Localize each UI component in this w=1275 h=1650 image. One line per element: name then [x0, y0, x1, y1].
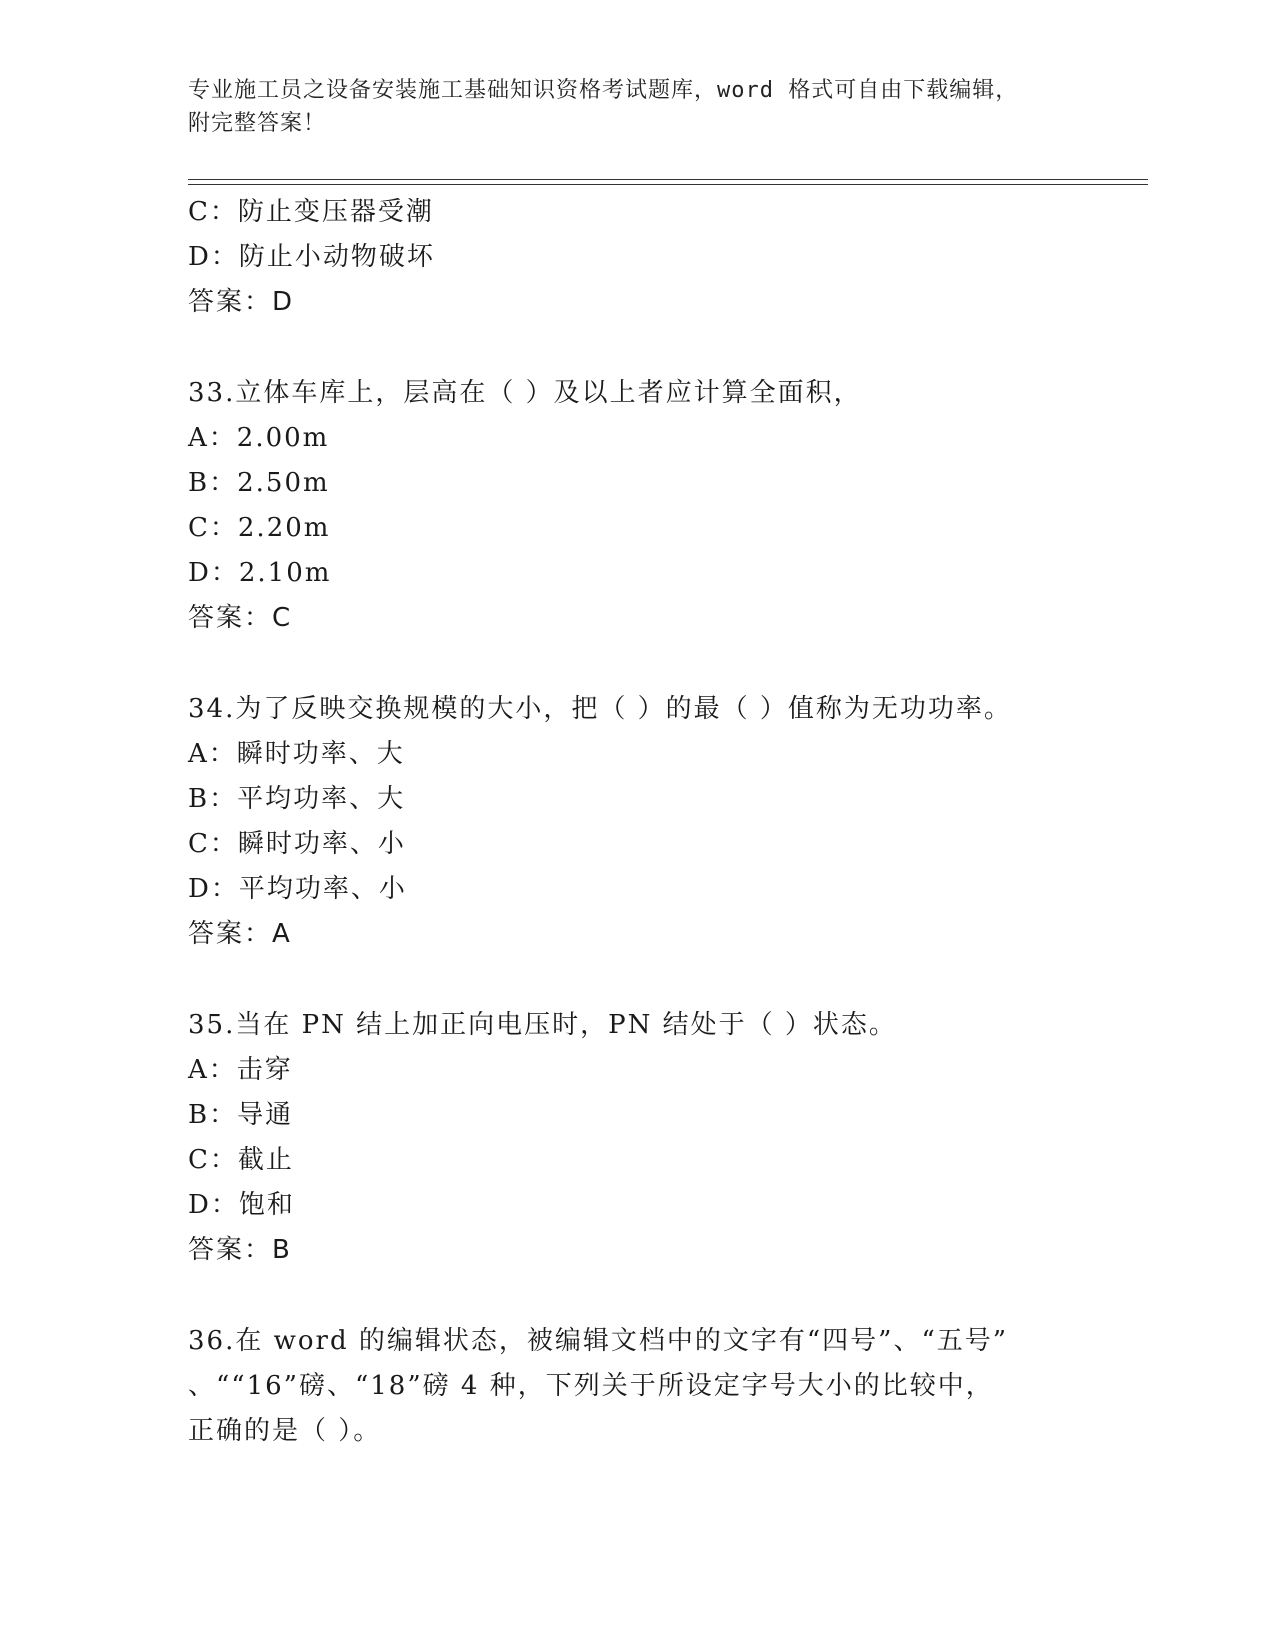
- spacer: [188, 957, 1128, 1003]
- header-divider-top: [188, 179, 1148, 180]
- question-32: [188, 190, 1128, 325]
- question-stem: 34.为了反映交换规模的大小，把（ ）的最（ ）值称为无功功率。: [188, 694, 1012, 724]
- question-stem: 35.当在 PN 结上加正向电压时，PN 结处于（ ）状态。: [188, 1010, 897, 1040]
- spacer: [188, 1273, 1128, 1319]
- header-line-2: 附完整答案！: [188, 111, 327, 136]
- document-header: [188, 74, 1068, 140]
- answer-line: 答案：A: [188, 919, 292, 949]
- option-c: C：2.20m: [188, 513, 331, 543]
- option-b: B：平均功率、大: [188, 784, 406, 814]
- answer-line: 答案：B: [188, 1235, 292, 1265]
- option-b: B：2.50m: [188, 468, 330, 498]
- option-b: B：导通: [188, 1100, 294, 1130]
- answer-line: 答案：C: [188, 603, 293, 633]
- option-c: C：防止变压器受潮: [188, 197, 434, 227]
- question-stem-line-1: 36.在 word 的编辑状态，被编辑文档中的文字有“四号”、“五号”: [188, 1326, 1009, 1356]
- option-a: A：2.00m: [188, 423, 330, 453]
- option-a: A：瞬时功率、大: [188, 739, 405, 769]
- answer-line: 答案：D: [188, 287, 295, 317]
- option-d: D：饱和: [188, 1190, 295, 1220]
- question-stem-line-2: 、““16”磅、“18”磅 4 种，下列关于所设定字号大小的比较中，: [188, 1371, 994, 1401]
- question-35: [188, 1003, 1128, 1273]
- option-c: C：瞬时功率、小: [188, 829, 406, 859]
- question-stem-line-3: 正确的是（ ）。: [188, 1416, 382, 1446]
- spacer: [188, 325, 1128, 371]
- option-a: A：击穿: [188, 1055, 293, 1085]
- option-c: C：截止: [188, 1145, 294, 1175]
- question-34: [188, 687, 1128, 957]
- option-d: D：防止小动物破坏: [188, 242, 435, 272]
- spacer: [188, 641, 1128, 687]
- question-36: [188, 1319, 1128, 1454]
- question-33: [188, 371, 1128, 641]
- header-line-1: 专业施工员之设备安装施工基础知识资格考试题库，word 格式可自由下载编辑，: [188, 78, 1019, 103]
- option-d: D：平均功率、小: [188, 874, 407, 904]
- option-d: D：2.10m: [188, 558, 332, 588]
- header-divider-bottom: [188, 184, 1148, 185]
- question-list: [188, 190, 1128, 1454]
- question-stem: 33.立体车库上，层高在（ ）及以上者应计算全面积，: [188, 378, 862, 408]
